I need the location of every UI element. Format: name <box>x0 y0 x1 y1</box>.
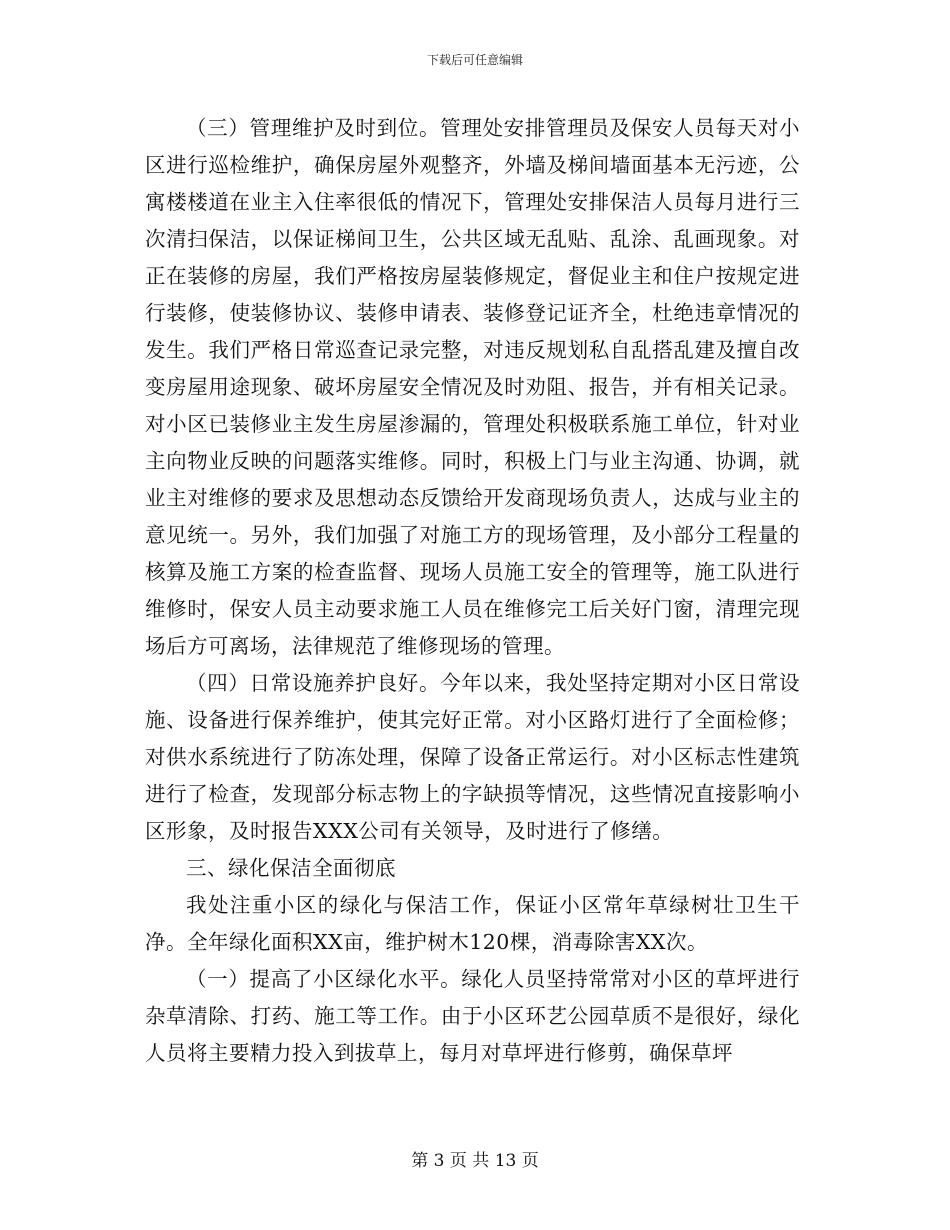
paragraph-greening-intro: 我处注重小区的绿化与保洁工作，保证小区常年草绿树壮卫生干净。全年绿化面积XX亩，维护树木120棵，消毒除害XX次。 <box>145 893 800 954</box>
section-heading-greening: 三、绿化保洁全面彻底 <box>186 856 396 880</box>
paragraph-greening-level: （一）提高了小区绿化水平。绿化人员坚持常常对小区的草坪进行杂草清除、打药、施工等工作。由于小区环艺公园草质不是很好，绿化人员将主要精力投入到拔草上，每月对草坪进行修剪，确保草坪 <box>145 967 800 1065</box>
paragraph-facility-upkeep: （四）日常设施养护良好。今年以来，我处坚持定期对小区日常设施、设备进行保养维护，使其完好正常。对小区路灯进行了全面检修；对供水系统进行了防冻处理，保障了设备正常运行。对小区标志性建筑进行了检查，发现部分标志物上的字缺损等情况，这些情况直接影响小区形象，及时报告XXX公司有关领导，及时进行了修缮。 <box>145 671 800 843</box>
page-number-footer: 第 3 页 共 13 页 <box>411 1151 539 1171</box>
paragraph-management-maintenance: （三）管理维护及时到位。管理处安排管理员及保安人员每天对小区进行巡检维护，确保房屋外观整齐，外墙及梯间墙面基本无污迹，公寓楼楼道在业主入住率很低的情况下，管理处安排保洁人员每月进行三次清扫保洁，以保证梯间卫生，公共区域无乱贴、乱涂、乱画现象。对正在装修的房屋，我们严格按房屋装修规定，督促业主和住户按规定进行装修，使装修协议、装修申请表、装修登记证齐全，杜绝违章情况的发生。我们严格日常巡查记录完整，对违反规划私自乱搭乱建及擅自改变房屋用途现象、破坏房屋安全情况及时劝阻、报告，并有相关记录。对小区已装修业主发生房屋渗漏的，管理处积极联系施工单位，针对业主向物业反映的问题落实维修。同时，积极上门与业主沟通、协调，就业主对维修的要求及思想动态反馈给开发商现场负责人，达成与业主的意见统一。另外，我们加强了对施工方的现场管理，及小部分工程量的核算及施工方案的检查监督、现场人员施工安全的管理等，施工队进行维修时，保安人员主动要求施工人员在维修完工后关好门窗，清理完现场后方可离场，法律规范了维修现场的管理。 <box>145 116 800 658</box>
page-header: 下载后可任意编辑 <box>426 53 523 67</box>
document-body <box>145 110 800 1072</box>
